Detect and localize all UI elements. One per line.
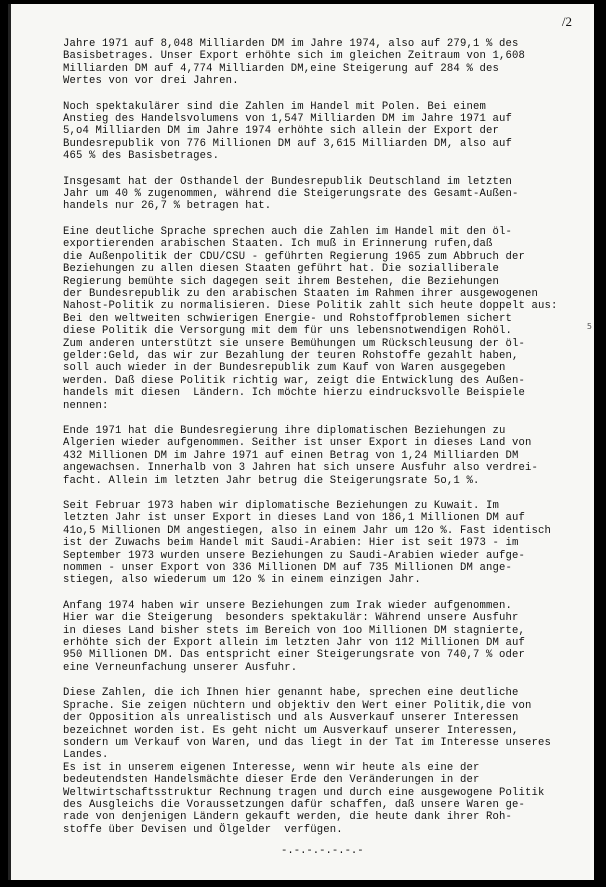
text-line: Bei den weltweiten schwierigen Energie- und Rohstoffproblemen sichert	[63, 312, 513, 325]
text-line: Anfang 1974 haben wir unsere Beziehungen zum Irak wieder aufgenommen.	[63, 599, 513, 612]
text-line: sondern um Verkauf von Waren, und das liegt in der Tat im Interesse unseres	[63, 736, 552, 749]
text-line: Landes.	[63, 749, 109, 762]
text-line: nommen - unser Export von 336 Millionen DM auf 735 Millionen DM ange-	[63, 562, 513, 575]
text-line: die Außenpolitik der CDU/CSU - geführten Regierung 1965 zum Abbruch der	[63, 250, 526, 263]
text-line: Zum anderen unterstützt sie unsere Bemühungen um Rückschleusung der öl-	[63, 337, 526, 350]
margin-mark: 5	[586, 322, 592, 331]
paragraph	[63, 600, 594, 674]
end-mark: -.-.-.-.-.-.-	[281, 845, 364, 857]
text-line: eine Verneunfachung unserer Ausfuhr.	[63, 661, 298, 674]
text-line: September 1973 wurden unsere Beziehungen zu Saudi-Arabien wieder aufge-	[63, 549, 526, 562]
text-line: Seit Februar 1973 haben wir diplomatische Beziehungen zu Kuwait. Im	[63, 500, 499, 512]
text-line: ist der Zuwachs beim Handel mit Saudi-Arabien: Hier ist seit 1973 - im	[63, 537, 519, 550]
text-line: gelder:Geld, das wir zur Bezahlung der teuren Rohstoffe gezahlt haben,	[63, 349, 519, 362]
text-line: soll auch wieder in der Bundesrepublik zum Kauf von Waren ausgegeben	[63, 362, 506, 375]
document-body	[63, 38, 594, 849]
text-line: des Ausgleichs die Voraussetzungen dafür schaffen, daß unsere Waren ge-	[63, 798, 526, 811]
text-line: erhöhte sich der Export allein im letzten Jahr von 112 Millionen DM auf	[63, 637, 526, 650]
text-line: Bundesrepublik von 776 Millionen DM auf 3,615 Milliarden DM, also auf	[63, 137, 513, 150]
text-line: 465 % des Basisbetrages.	[63, 150, 220, 163]
text-line: handels mit diesen Ländern. Ich möchte hierzu eindrucksvolle Beispiele	[63, 387, 526, 400]
text-line: handels nur 26,7 % betragen hat.	[63, 200, 272, 213]
text-line: letzten Jahr ist unser Export in dieses Land von 186,1 Millionen DM auf	[63, 512, 526, 525]
text-line: Wertes von vor drei Jahren.	[63, 75, 239, 88]
text-line: Eine deutliche Sprache sprechen auch die Zahlen im Handel mit den öl-	[63, 225, 513, 238]
paragraph	[63, 500, 594, 587]
text-line: 5,o4 Milliarden DM im Jahre 1974 erhöhte sich allein der Export der	[63, 125, 499, 138]
text-line: stiegen, also wiederum um 12o % in einem einzigen Jahr.	[63, 574, 421, 587]
text-line: bezeichnet worden ist. Es geht nicht um Ausverkauf unserer Interessen,	[63, 724, 519, 737]
text-line: Anstieg des Handelsvolumens von 1,547 Milliarden DM im Jahre 1971 auf	[63, 113, 513, 126]
text-line: stoffe über Devisen und Ölgelder verfügen.	[63, 823, 343, 836]
text-line: Weltwirtschaftsstruktur Rechnung tragen und durch eine ausgewogene Politik	[63, 786, 545, 799]
paragraph	[63, 762, 594, 836]
text-line: 950 Millionen DM. Das entspricht einer Steigerungsrate von 740,7 % oder	[63, 649, 526, 662]
paragraph	[63, 38, 594, 88]
text-line: Algerien wieder aufgenommen. Seither ist unser Export in dieses Land von	[63, 437, 532, 450]
text-line: Jahr um 40 % zugenommen, während die Steigerungsrate des Gesamt-Außen-	[63, 188, 519, 201]
text-line: 432 Millionen DM im Jahre 1971 auf einen Betrag von 1,24 Milliarden DM	[63, 449, 519, 462]
paragraph	[63, 687, 594, 761]
text-line: exportierenden arabischen Staaten. Ich muß in Erinnerung rufen,daß	[63, 238, 493, 251]
text-line: Insgesamt hat der Osthandel der Bundesrepublik Deutschland im letzten	[63, 175, 513, 188]
text-line: Jahre 1971 auf 8,048 Milliarden DM im Jahre 1974, also auf 279,1 % des	[63, 38, 519, 50]
text-line: 41o,5 Millionen DM angestiegen, also in einem Jahr um 12o %. Fast identisch	[63, 524, 552, 537]
text-line: angewachsen. Innerhalb von 3 Jahren hat sich unsere Ausfuhr also verdrei-	[63, 462, 539, 475]
paragraph	[63, 226, 594, 412]
text-line: Noch spektakulärer sind die Zahlen im Handel mit Polen. Bei einem	[63, 100, 486, 113]
page-number: /2	[561, 14, 572, 29]
document-page	[8, 4, 594, 880]
text-line: Ende 1971 hat die Bundesregierung ihre diplomatischen Beziehungen zu	[63, 424, 506, 437]
text-line: Sprache. Sie zeigen nüchtern und objektiv den Wert einer Politik,die von	[63, 699, 532, 712]
text-line: diese Politik die Versorgung mit dem für uns lebensnotwendigen Rohöl.	[63, 325, 513, 338]
text-line: Hier war die Steigerung besonders spektakulär: Während unsere Ausfuhr	[63, 612, 519, 625]
paragraph	[63, 425, 594, 487]
text-line: Regierung bemühte sich dagegen seit ihrem Bestehen, die Beziehungen	[63, 275, 499, 288]
text-line: der Bundesrepublik zu den arabischen Staaten im Rahmen ihrer ausgewogenen	[63, 287, 539, 300]
text-line: bedeutendsten Handelsmächte dieser Erde den Veränderungen in der	[63, 774, 480, 787]
text-line: nennen:	[63, 399, 109, 412]
text-line: Diese Zahlen, die ich Ihnen hier genannt habe, sprechen eine deutliche	[63, 687, 519, 700]
text-line: Beziehungen zu allen diesen Staaten geführt hat. Die sozialliberale	[63, 263, 499, 276]
text-line: der Opposition als unrealistisch und als Ausverkauf unserer Interessen	[63, 712, 519, 725]
text-line: Basisbetrages. Unser Export erhöhte sich im gleichen Zeitraum von 1,608	[63, 50, 526, 63]
text-line: Milliarden DM auf 4,774 Milliarden DM,eine Steigerung auf 284 % des	[63, 62, 499, 75]
text-line: werden. Daß diese Politik richtig war, zeigt die Entwicklung des Außen-	[63, 374, 526, 387]
text-line: Nahost-Politik zu normalisieren. Diese Politik zahlt sich heute doppelt aus:	[63, 300, 558, 313]
text-line: rade von denjenigen Ländern gekauft werden, die heute dank ihrer Roh-	[63, 811, 513, 824]
paragraph	[63, 101, 594, 163]
text-line: Es ist in unserem eigenen Interesse, wenn wir heute als eine der	[63, 761, 480, 774]
text-line: in dieses Land bisher stets im Bereich von 1oo Millionen DM stagnierte,	[63, 624, 526, 637]
text-line: facht. Allein im letzten Jahr betrug die Steigerungsrate 5o,1 %.	[63, 474, 480, 487]
paragraph	[63, 176, 594, 213]
